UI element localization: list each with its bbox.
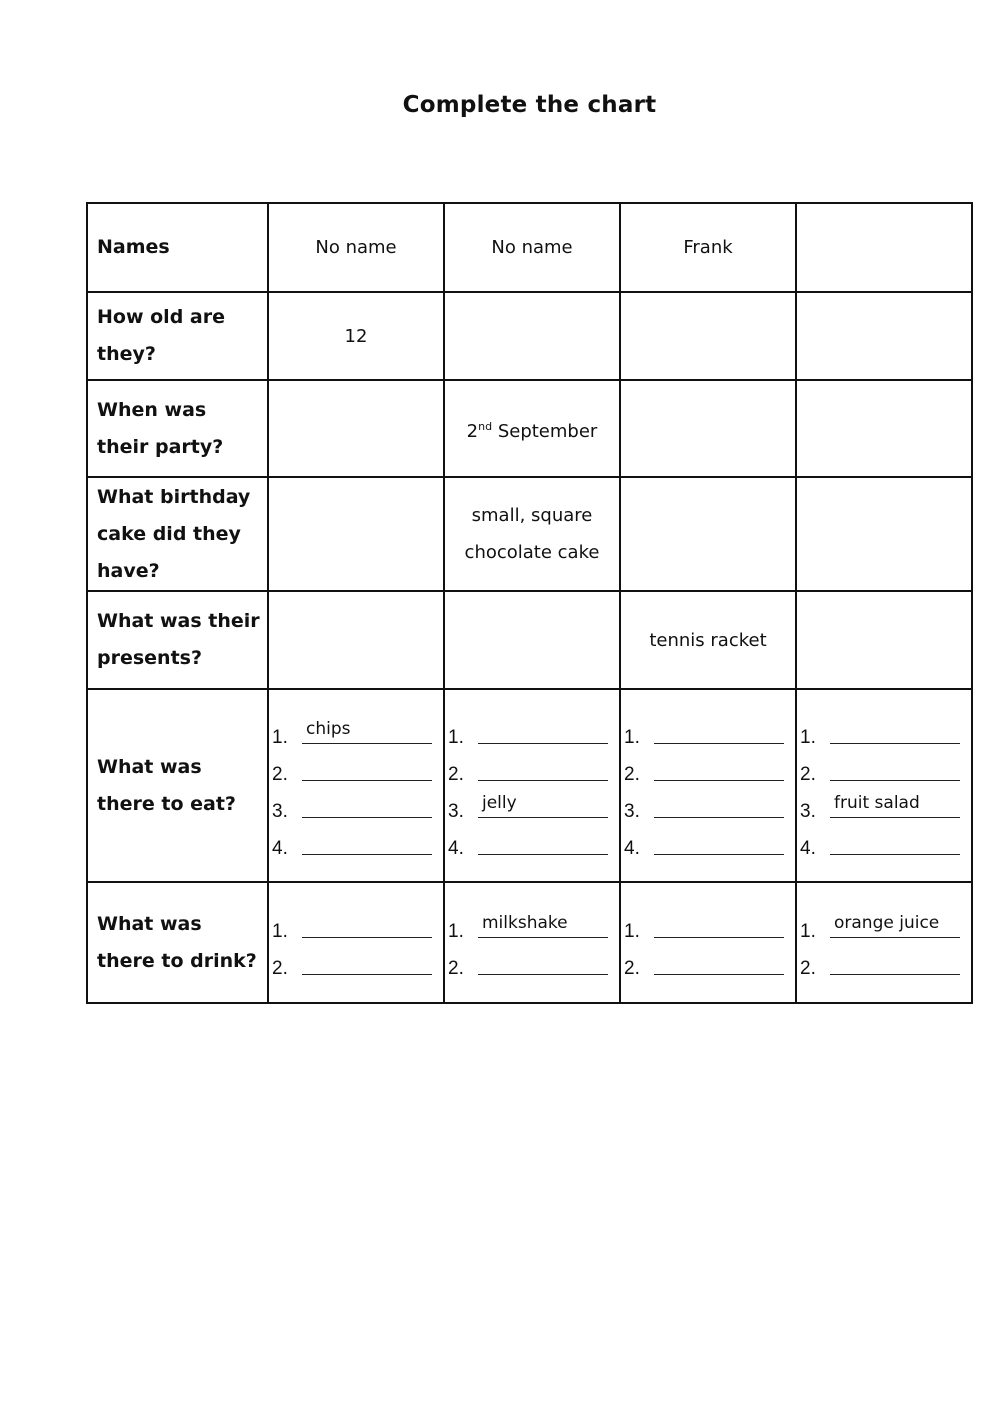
cake-cell-3[interactable] (620, 477, 796, 591)
item-number: 2. (624, 957, 640, 979)
drink-list (269, 902, 443, 984)
presents-cell-3[interactable]: tennis racket (620, 591, 796, 689)
drink-list (797, 902, 971, 984)
drink-cell-2 (444, 882, 620, 1003)
list-item (445, 712, 619, 749)
item-number: 1. (800, 726, 816, 748)
presents-cell-4[interactable] (796, 591, 972, 689)
row-label-eat: What was there to eat? (87, 689, 268, 882)
eat-answer-line[interactable] (830, 829, 960, 855)
item-number: 2. (272, 957, 288, 979)
party-cell-1[interactable] (268, 380, 444, 477)
eat-answer-line[interactable] (654, 718, 784, 744)
drink-answer-line[interactable] (478, 949, 608, 975)
eat-answer-line[interactable] (478, 755, 608, 781)
list-item (445, 749, 619, 786)
list-item (445, 943, 619, 980)
drink-cell-3 (620, 882, 796, 1003)
item-number: 1. (448, 726, 464, 748)
item-number: 1. (624, 920, 640, 942)
list-item (621, 943, 795, 980)
name-cell-1[interactable]: No name (268, 203, 444, 292)
party-day-suffix: nd (478, 419, 493, 433)
drink-answer-line[interactable] (302, 949, 432, 975)
drink-answer-line[interactable] (654, 949, 784, 975)
drink-cell-1 (268, 882, 444, 1003)
drink-list (445, 902, 619, 984)
list-item (797, 906, 971, 943)
drink-list (621, 902, 795, 984)
eat-cell-3 (620, 689, 796, 882)
list-item (269, 906, 443, 943)
eat-answer-line[interactable] (302, 829, 432, 855)
item-number: 1. (448, 920, 464, 942)
list-item (445, 906, 619, 943)
age-cell-1[interactable]: 12 (268, 292, 444, 380)
row-label-age: How old are they? (87, 292, 268, 380)
page-title: Complete the chart (402, 92, 657, 118)
row-cake (87, 477, 972, 591)
list-item (621, 712, 795, 749)
item-number: 2. (272, 763, 288, 785)
row-label-presents: What was their presents? (87, 591, 268, 689)
list-item (797, 786, 971, 823)
row-drink (87, 882, 972, 1003)
list-item (797, 823, 971, 860)
list-item (797, 712, 971, 749)
party-month: September (492, 420, 598, 442)
item-number: 3. (272, 800, 288, 822)
drink-cell-4 (796, 882, 972, 1003)
item-number: 3. (624, 800, 640, 822)
row-eat (87, 689, 972, 882)
item-number: 2. (448, 763, 464, 785)
row-label-party: When was their party? (87, 380, 268, 477)
item-number: 4. (800, 837, 816, 859)
list-item (269, 712, 443, 749)
eat-answer-line[interactable] (654, 755, 784, 781)
cake-cell-2[interactable]: small, square chocolate cake (444, 477, 620, 591)
item-number: 1. (272, 920, 288, 942)
eat-answer-line[interactable] (830, 718, 960, 744)
list-item (269, 786, 443, 823)
row-names (87, 203, 972, 292)
list-item (797, 749, 971, 786)
chart-table (86, 202, 973, 1004)
list-item (269, 823, 443, 860)
list-item (621, 786, 795, 823)
eat-cell-1 (268, 689, 444, 882)
party-day: 2 (466, 420, 479, 442)
list-item (445, 786, 619, 823)
item-number: 2. (800, 957, 816, 979)
list-item (621, 749, 795, 786)
item-number: 2. (624, 763, 640, 785)
cake-cell-4[interactable] (796, 477, 972, 591)
eat-list (269, 708, 443, 864)
eat-answer-line[interactable]: fruit salad (830, 792, 960, 818)
row-label-drink: What was there to drink? (87, 882, 268, 1003)
drink-answer-line[interactable] (302, 912, 432, 938)
eat-answer-line[interactable] (302, 792, 432, 818)
item-number: 3. (800, 800, 816, 822)
drink-answer-line[interactable]: milkshake (478, 912, 608, 938)
eat-answer-line[interactable] (654, 792, 784, 818)
item-number: 2. (800, 763, 816, 785)
eat-answer-line[interactable] (478, 829, 608, 855)
eat-list (797, 708, 971, 864)
party-cell-3[interactable] (620, 380, 796, 477)
party-cell-4[interactable] (796, 380, 972, 477)
row-party (87, 380, 972, 477)
drink-answer-line[interactable] (830, 949, 960, 975)
list-item (269, 943, 443, 980)
eat-cell-2 (444, 689, 620, 882)
eat-answer-line[interactable] (830, 755, 960, 781)
item-number: 2. (448, 957, 464, 979)
row-label-cake: What birthday cake did they have? (87, 477, 268, 591)
eat-list (445, 708, 619, 864)
age-cell-4[interactable] (796, 292, 972, 380)
eat-answer-line[interactable] (478, 718, 608, 744)
eat-answer-line[interactable] (654, 829, 784, 855)
row-label-names: Names (87, 203, 268, 292)
name-cell-4[interactable] (796, 203, 972, 292)
item-number: 1. (624, 726, 640, 748)
presents-cell-1[interactable] (268, 591, 444, 689)
row-age (87, 292, 972, 380)
list-item (269, 749, 443, 786)
row-presents (87, 591, 972, 689)
list-item (445, 823, 619, 860)
item-number: 1. (800, 920, 816, 942)
eat-answer-line[interactable]: chips (302, 718, 432, 744)
list-item (621, 906, 795, 943)
list-item (621, 823, 795, 860)
item-number: 4. (448, 837, 464, 859)
eat-cell-4 (796, 689, 972, 882)
item-number: 1. (272, 726, 288, 748)
eat-answer-line[interactable]: jelly (478, 792, 608, 818)
item-number: 4. (624, 837, 640, 859)
age-cell-2[interactable] (444, 292, 620, 380)
item-number: 3. (448, 800, 464, 822)
eat-list (621, 708, 795, 864)
presents-cell-2[interactable] (444, 591, 620, 689)
drink-answer-line[interactable]: orange juice (830, 912, 960, 938)
drink-answer-line[interactable] (654, 912, 784, 938)
cake-cell-1[interactable] (268, 477, 444, 591)
item-number: 4. (272, 837, 288, 859)
list-item (797, 943, 971, 980)
party-cell-2[interactable] (444, 380, 620, 477)
name-cell-2[interactable]: No name (444, 203, 620, 292)
name-cell-3[interactable]: Frank (620, 203, 796, 292)
eat-answer-line[interactable] (302, 755, 432, 781)
age-cell-3[interactable] (620, 292, 796, 380)
